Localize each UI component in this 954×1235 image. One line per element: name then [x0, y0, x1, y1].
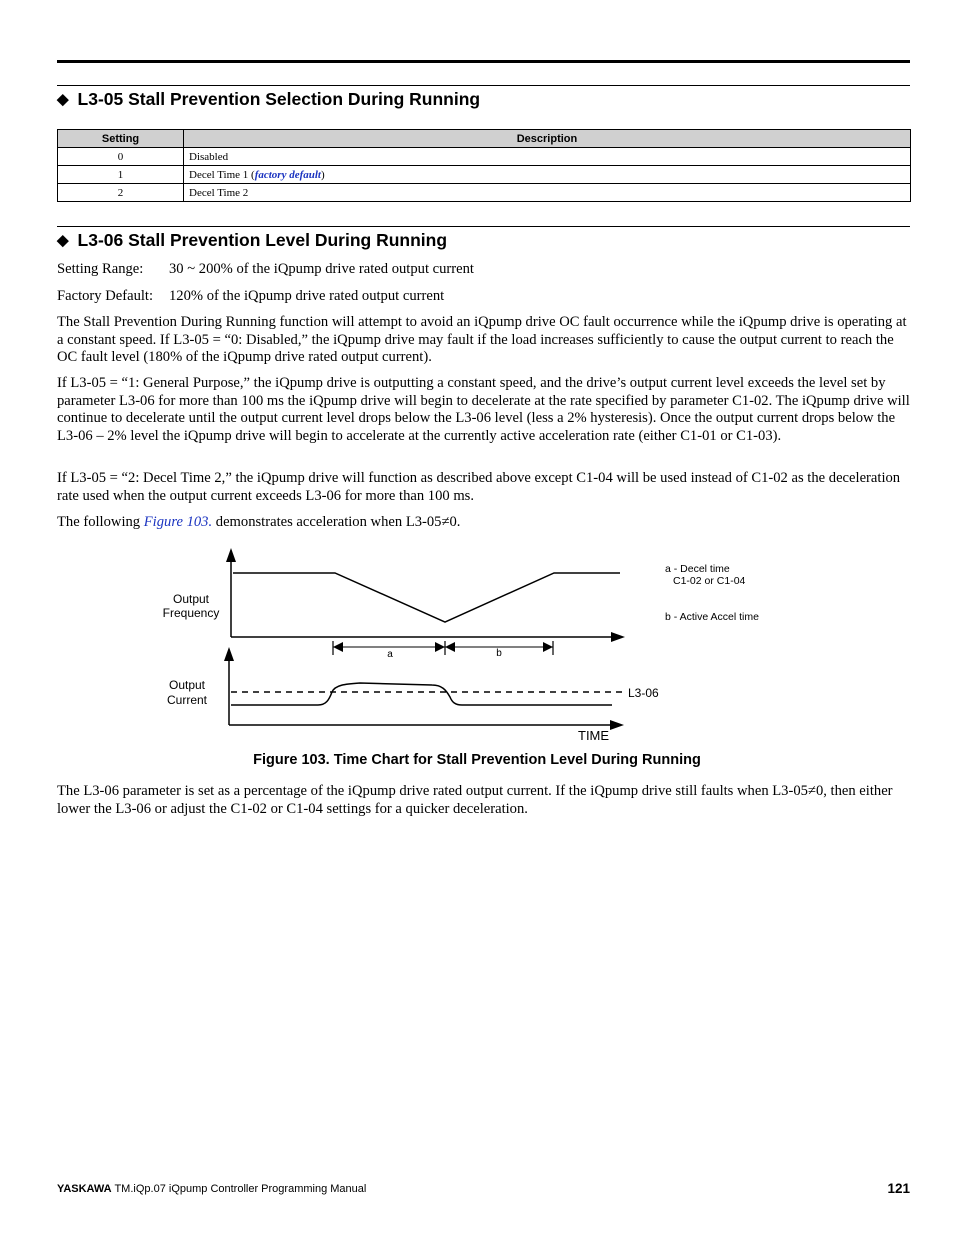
paragraph-1: The Stall Prevention During Running function will attempt to avoid an iQpump drive OC fault occurrence while the iQpump drive is operating at a constant speed. If L3-05 = “0: Disabled,” the iQpump drive may fault if the load increases sufficiently to cause the output current to reach the OC fault level (180% of the iQpump drive rated output current).	[57, 314, 907, 365]
output-current-label: Output	[168, 678, 206, 692]
output-frequency-label: Output	[172, 592, 210, 606]
diamond-bullet-icon: ◆	[57, 232, 69, 249]
section-title: L3-05 Stall Prevention Selection During Running	[77, 89, 481, 109]
footer-brand: YASKAWA	[57, 1183, 112, 1195]
footer-text	[57, 1183, 366, 1195]
setting-range-label: Setting Range:	[57, 261, 144, 277]
arrow-up-icon	[224, 647, 234, 661]
paragraph-3: If L3-05 = “2: Decel Time 2,” the iQpump drive will function as described above except C1-04 will be used instead of C1-02 as the deceleration rate used when the output current exceeds L3-06 for more than 100 ms.	[57, 470, 901, 504]
table-cell-description: Decel Time 2	[184, 184, 911, 202]
setting-range-value: 30 ~ 200% of the iQpump drive rated output current	[169, 261, 474, 277]
p4-text: demonstrates acceleration when L3-05≠0.	[212, 514, 461, 530]
paragraph-2: If L3-05 = “1: General Purpose,” the iQpump drive is outputting a constant speed, and the drive’s output current level exceeds the level set by parameter L3-06 for more than 100 ms the iQpump drive will begin to decelerate at the rate specified by parameter C1-02. The iQpump drive will continue to decelerate until the output current level drops below the L3-06 level (less a 2% hysteresis). Once the output current drops below the L3-06 – 2% level the iQpump drive will begin to accelerate at the currently active acceleration rate (either C1-01 or C1-03).	[57, 375, 910, 444]
frequency-curve	[233, 573, 620, 622]
arrow-right-icon	[611, 632, 625, 642]
marker-b-label: b	[496, 648, 502, 659]
paragraph-5: The L3-06 parameter is set as a percentage of the iQpump drive rated output current. If the iQpump drive still faults when L3-05≠0, then either lower the L3-06 or adjust the C1-02 or C1-04 settings for a quicker deceleration.	[57, 783, 893, 817]
description-close: )	[321, 168, 325, 181]
footer-manual-title: TM.iQp.07 iQpump Controller Programming Manual	[111, 1183, 367, 1195]
current-curve	[231, 683, 612, 705]
table-header: Description	[184, 130, 911, 148]
table-cell-setting: 1	[58, 166, 184, 184]
time-label: TIME	[578, 728, 610, 743]
arrow-left-icon	[333, 642, 343, 652]
table-cell-setting: 0	[58, 148, 184, 166]
arrow-right-icon	[435, 642, 445, 652]
factory-default-label: Factory Default:	[57, 288, 154, 304]
l3-06-label: L3-06	[628, 686, 659, 700]
p4-text: The following	[57, 514, 144, 530]
figure-103-link[interactable]: Figure 103.	[143, 514, 213, 530]
factory-default-value: 120% of the iQpump drive rated output current	[169, 288, 445, 304]
description-text: Decel Time 1 (	[189, 168, 255, 181]
figure-caption: Figure 103. Time Chart for Stall Prevention Level During Running	[253, 752, 701, 768]
page-number: 121	[887, 1181, 910, 1196]
arrow-up-icon	[226, 548, 236, 562]
legend-a-detail: C1-02 or C1-04	[673, 575, 746, 587]
legend-b: b - Active Accel time	[665, 611, 759, 623]
table-header: Setting	[58, 130, 184, 148]
diamond-bullet-icon: ◆	[57, 91, 69, 108]
arrow-right-icon	[543, 642, 553, 652]
arrow-left-icon	[445, 642, 455, 652]
legend-a: a - Decel time	[665, 563, 730, 575]
output-frequency-label: Frequency	[162, 606, 220, 620]
output-current-label: Current	[166, 693, 208, 707]
table-cell-description: Disabled	[184, 148, 911, 166]
table-cell-setting: 2	[58, 184, 184, 202]
marker-a-label: a	[387, 649, 393, 660]
factory-default-text: factory default	[254, 168, 321, 181]
arrow-right-icon	[610, 720, 624, 730]
section-title: L3-06 Stall Prevention Level During Running	[77, 230, 448, 250]
